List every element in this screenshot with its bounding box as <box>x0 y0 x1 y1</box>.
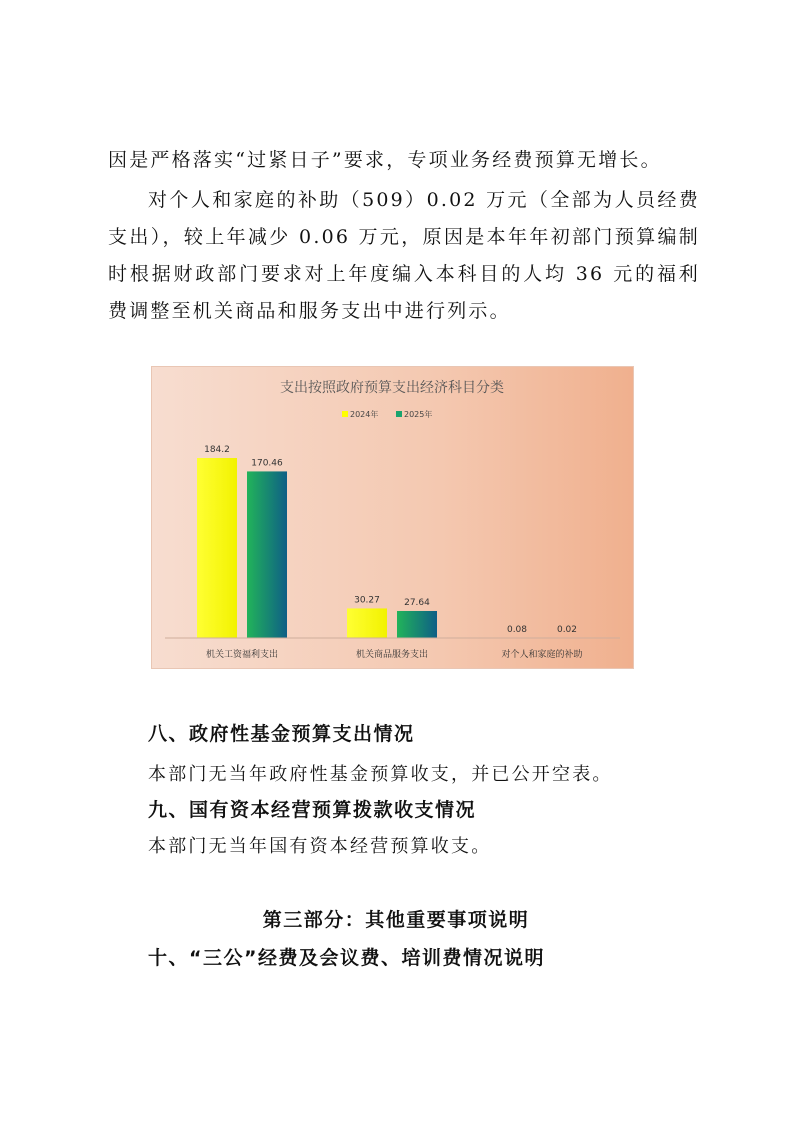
body-paragraph-2: 对个人和家庭的补助（509）0.02 万元（全部为人员经费支出），较上年减少 0.06 万元，原因是本年年初部门预算编制时根据财政部门要求对上年度编入本科目的人均 36 元的福利费调整至机关商品和服务支出中进行列示。 <box>108 189 700 322</box>
body-paragraph-1: 因是严格落实“过紧日子”要求，专项业务经费预算无增长。 <box>108 149 662 171</box>
legend-swatch-1 <box>396 411 402 417</box>
legend-label-1: 2025年 <box>404 410 433 419</box>
section-8-heading: 八、政府性基金预算支出情况 <box>148 723 415 745</box>
section-9-text: 本部门无当年国有资本经营预算收支。 <box>148 836 492 857</box>
legend-label-0: 2024年 <box>350 410 379 419</box>
bar-0-1 <box>247 471 287 638</box>
chart-bars <box>197 458 587 638</box>
section-9-heading: 九、国有资本经营预算拨款收支情况 <box>148 799 477 821</box>
chart-legend <box>342 409 432 419</box>
bar-1-0 <box>347 608 387 638</box>
bar-0-0 <box>197 458 237 638</box>
chart-canvas <box>152 367 633 668</box>
chart-category-labels <box>206 648 583 660</box>
bar-1-1 <box>397 611 437 638</box>
category-label-0: 机关工资福利支出 <box>205 650 279 660</box>
value-label-2-0: 0.08 <box>506 624 528 635</box>
value-label-2-1: 0.02 <box>556 624 578 635</box>
value-label-0-1: 170.46 <box>251 458 283 469</box>
section-8-text: 本部门无当年政府性基金预算收支，并已公开空表。 <box>148 764 613 785</box>
chart-title: 支出按照政府预算支出经济科目分类 <box>280 380 504 396</box>
value-label-1-0: 30.27 <box>354 595 380 606</box>
category-label-2: 对个人和家庭的补助 <box>501 650 583 660</box>
category-label-1: 机关商品服务支出 <box>355 650 429 660</box>
value-label-0-0: 184.2 <box>204 445 230 455</box>
part-3-heading: 第三部分：其他重要事项说明 <box>262 909 530 931</box>
section-10-heading: 十、“三公”经费及会议费、培训费情况说明 <box>148 947 545 969</box>
expenditure-bar-chart <box>152 367 633 668</box>
value-label-1-1: 27.64 <box>404 597 430 608</box>
legend-swatch-0 <box>342 411 348 417</box>
